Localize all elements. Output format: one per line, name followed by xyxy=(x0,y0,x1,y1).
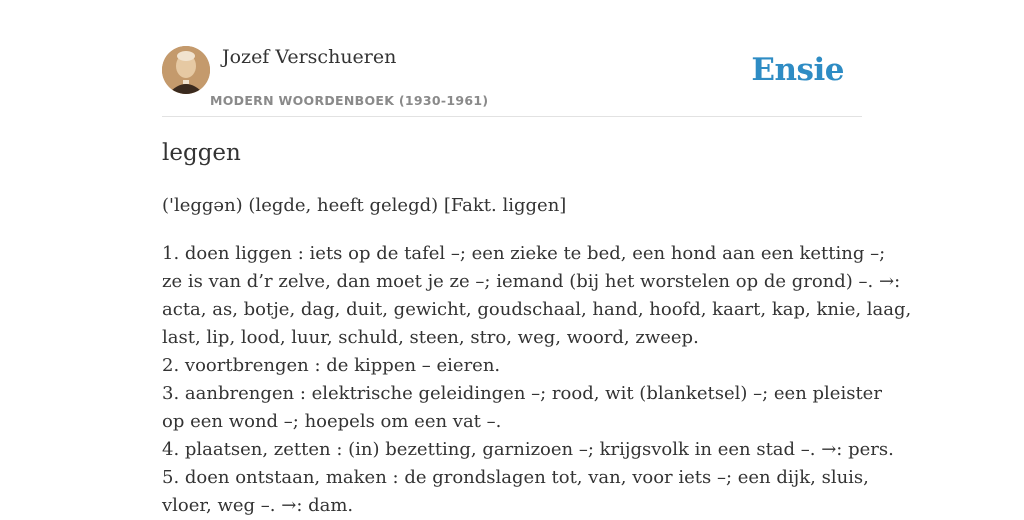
definition-line: 2. voortbrengen : de kippen – eieren. xyxy=(162,355,501,376)
page xyxy=(162,0,912,516)
definition-line: ze is van d’r zelve, dan moet je ze –; iemand (bij het worstelen op de grond) –. →: xyxy=(162,271,901,292)
definitions xyxy=(162,240,912,520)
author-avatar[interactable] xyxy=(162,46,210,94)
definition-line: last, lip, lood, luur, schuld, steen, stro, weg, woord, zweep. xyxy=(162,327,699,348)
definition-line: op een wond –; hoepels om een vat –. xyxy=(162,411,502,432)
definition-line: acta, as, botje, dag, duit, gewicht, goudschaal, hand, hoofd, kaart, kap, knie, laag, xyxy=(162,299,912,320)
definition-line: 5. doen ontstaan, maken : de grondslagen tot, van, voor iets –; een dijk, sluis, xyxy=(162,467,869,488)
pronunciation: ('leggən) (legde, heeft gelegd) [Fakt. liggen] xyxy=(162,195,567,216)
author-name[interactable]: Jozef Verschueren xyxy=(222,46,397,68)
definition-line: 3. aanbrengen : elektrische geleidingen –; rood, wit (blanketsel) –; een pleister xyxy=(162,383,882,404)
definition-line: 4. plaatsen, zetten : (in) bezetting, garnizoen –; krijgsvolk in een stad –. →: pers. xyxy=(162,439,894,460)
source-label[interactable]: MODERN WOORDENBOEK (1930-1961) xyxy=(210,93,489,108)
definition-line: 1. doen liggen : iets op de tafel –; een zieke te bed, een hond aan een ketting –; xyxy=(162,243,886,264)
definition-line: vloer, weg –. →: dam. xyxy=(162,495,354,516)
header xyxy=(162,0,862,117)
entry-title: leggen xyxy=(162,140,241,166)
portrait-icon xyxy=(162,46,210,94)
brand-logo[interactable]: Ensie xyxy=(751,52,844,88)
